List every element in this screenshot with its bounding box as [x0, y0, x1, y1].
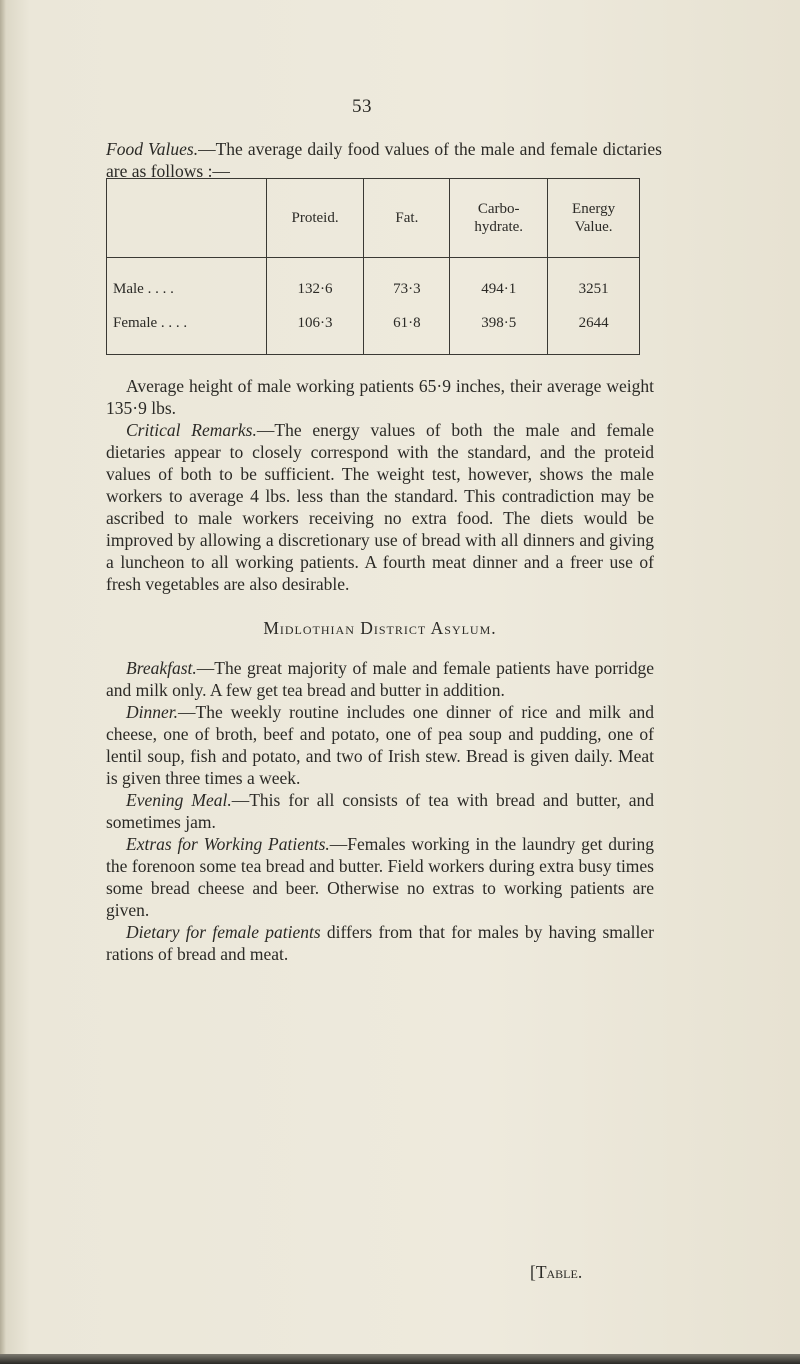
average-paragraph: Average height of male working patients 65·9 inches, their average weight 135·9 lbs. [106, 376, 654, 418]
dinner-paragraph [106, 701, 654, 789]
cell-energy: 2644 [548, 306, 640, 355]
row-label-female: Female . . . . [107, 306, 267, 355]
catchword: [Table. [530, 1262, 583, 1282]
page-bottom-edge [0, 1354, 800, 1364]
breakfast-lead: Breakfast. [126, 658, 197, 678]
female-dietary-paragraph [106, 921, 654, 965]
table-row [107, 306, 640, 355]
cell-proteid: 132·6 [266, 258, 364, 307]
critical-remarks-paragraph [106, 419, 654, 595]
section-heading: Midlothian District Asylum. [263, 618, 497, 638]
extras-lead: Extras for Working Patients. [126, 834, 330, 854]
female-dietary-lead: Dietary for female patients [126, 922, 321, 942]
table-header-row [107, 179, 640, 258]
header-energy: Energy Value. [548, 179, 640, 258]
evening-meal-lead: Evening Meal. [126, 790, 232, 810]
extras-paragraph [106, 833, 654, 921]
header-proteid: Proteid. [266, 179, 364, 258]
food-values-intro [106, 138, 662, 182]
header-blank [107, 179, 267, 258]
cell-energy: 3251 [548, 258, 640, 307]
female-dietary-text: differs from that for males by having smaller rations of bread and meat. [106, 922, 654, 964]
header-fat: Fat. [364, 179, 450, 258]
evening-meal-paragraph [106, 789, 654, 833]
header-carbohydrate: Carbo- hydrate. [450, 179, 548, 258]
dinner-text: —The weekly routine includes one dinner of rice and milk and cheese, one of broth, beef and potato, one of pea soup and pudding, one of lentil soup, fish and potato, and two of Irish stew. Bread is given daily. Meat is given three times a week. [106, 702, 654, 788]
critical-remarks-lead: Critical Remarks. [126, 420, 257, 440]
table-row [107, 258, 640, 307]
cell-fat: 61·8 [364, 306, 450, 355]
dinner-lead: Dinner. [126, 702, 179, 722]
breakfast-paragraph [106, 657, 654, 701]
cell-carbohydrate: 398·5 [450, 306, 548, 355]
body-text [106, 375, 654, 965]
breakfast-text: —The great majority of male and female patients have porridge and milk only. A few get tea bread and butter in addition. [106, 658, 654, 700]
food-values-table [106, 178, 640, 355]
row-label-male: Male . . . . [107, 258, 267, 307]
food-values-text: —The average daily food values of the male and female dictaries are as follows :— [106, 139, 662, 181]
cell-fat: 73·3 [364, 258, 450, 307]
extras-text: —Females working in the laundry get during the forenoon some tea bread and butter. Field workers during extra busy times some bread cheese and beer. Otherwise no extras to working patients are given. [106, 834, 654, 920]
evening-meal-text: —This for all consists of tea with bread and butter, and sometimes jam. [106, 790, 654, 832]
page-number: 53 [352, 96, 372, 117]
cell-proteid: 106·3 [266, 306, 364, 355]
cell-carbohydrate: 494·1 [450, 258, 548, 307]
food-values-lead: Food Values. [106, 139, 199, 159]
critical-remarks-text: —The energy values of both the male and female dietaries appear to closely correspond with the standard, and the proteid values of both to be sufficient. The weight test, however, shows the male workers to average 4 lbs. less than the standard. This contradiction may be ascribed to male workers receiving no extra food. The diets would be improved by allowing a discretionary use of bread with all dinners and giving a luncheon to all working patients. A fourth meat dinner and a freer use of fresh vegetables are also desirable. [106, 420, 654, 594]
page-binding-shadow [0, 0, 6, 1364]
